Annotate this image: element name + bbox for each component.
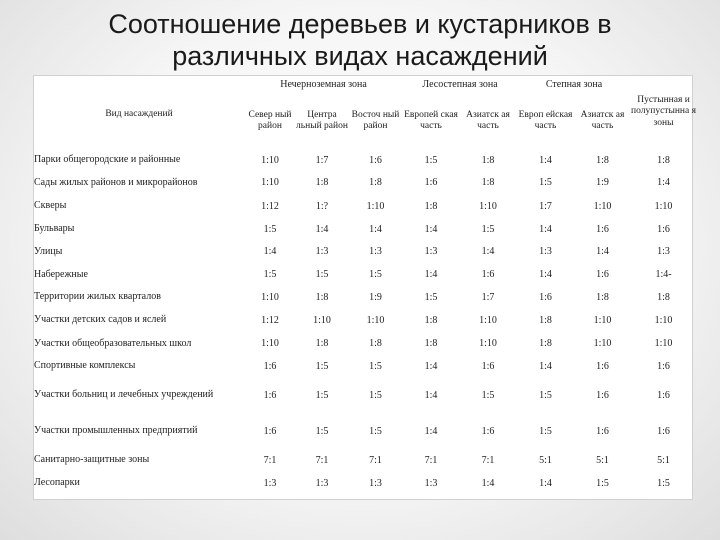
ratio-cell: 1:5 (539, 425, 552, 437)
slide-title (0, 8, 720, 72)
table-row (34, 355, 696, 377)
ratio-cell: 1:4 (424, 389, 438, 401)
ratio-cell: 1:10 (313, 314, 331, 326)
ratio-cell: 1:4 (424, 223, 438, 235)
ratio-cell: 1:10 (261, 291, 279, 303)
table-row (34, 263, 696, 286)
ratio-cell: 1:3 (369, 477, 382, 489)
zone-header-forest-steppe: Лесостепная зона (422, 78, 498, 90)
ratio-cell: 1:5 (315, 389, 329, 401)
row-label: Спортивные комплексы (34, 360, 136, 372)
ratio-cell: 1:8 (315, 338, 329, 349)
ratio-cell: 1:6 (657, 223, 670, 235)
ratio-cell: 1:3 (539, 246, 552, 257)
ratio-cell: 1:3 (315, 246, 329, 257)
ratio-cell: 1:6 (657, 360, 670, 372)
ratio-cell: 1:6 (657, 389, 670, 401)
ratio-cell: 1:8 (539, 314, 552, 326)
column-header: Европ ейская часть (518, 109, 573, 131)
ratio-cell: 1:3 (315, 477, 329, 489)
ratio-cell: 1:4 (369, 223, 382, 235)
table-row (34, 377, 696, 413)
zone-header-row (34, 75, 696, 93)
ratio-cell: 1:8 (369, 177, 382, 188)
ratio-cell: 1:4- (655, 269, 672, 280)
ratio-cell: 1:7 (481, 291, 495, 303)
ratio-cell: 5:1 (539, 454, 552, 466)
ratio-cell: 7:1 (481, 454, 495, 466)
row-label: Участки детских садов и яслей (34, 314, 167, 326)
ratio-cell: 1:10 (593, 200, 612, 212)
ratio-cell: 1:4 (481, 477, 495, 489)
ratio-cell: 1:12 (261, 200, 279, 212)
ratio-cell: 1:5 (481, 223, 495, 235)
ratio-cell: 1:8 (657, 291, 670, 303)
table-row (34, 286, 696, 308)
ratio-cell: 1:10 (261, 338, 279, 349)
ratio-cell: 1:6 (596, 425, 609, 437)
ratio-cell: 1:5 (315, 425, 329, 437)
ratio-cell: 1:5 (481, 389, 495, 401)
ratio-cell: 7:1 (315, 454, 329, 466)
ratio-cell: 1:10 (654, 338, 673, 349)
ratio-cell: 1:4 (539, 477, 552, 489)
ratio-cell: 1:5 (315, 360, 329, 372)
row-label: Участки промышленных предприятий (34, 425, 198, 437)
ratio-cell: 1:5 (539, 389, 552, 401)
ratio-cell: 1:3 (369, 246, 382, 257)
ratio-cell: 1:8 (481, 154, 495, 166)
ratio-cell: 7:1 (263, 454, 277, 466)
ratio-cell: 1:4 (539, 223, 552, 235)
ratio-cell: 1:6 (657, 425, 670, 437)
ratio-cell: 1:5 (424, 291, 438, 303)
ratio-cell: 1:3 (424, 246, 438, 257)
ratio-cell: 5:1 (596, 454, 609, 466)
table-row (34, 218, 696, 240)
ratio-cell: 7:1 (424, 454, 438, 466)
planting-ratio-table (34, 75, 696, 495)
ratio-cell: 1:5 (369, 425, 382, 437)
ratio-cell: 1:10 (654, 314, 673, 326)
column-header: Центра льный район (296, 109, 348, 131)
ratio-cell: 1:3 (263, 477, 277, 489)
ratio-cell: 1:6 (596, 269, 609, 280)
ratio-cell: 1:7 (539, 200, 552, 212)
ratio-cell: 1:10 (654, 200, 673, 212)
ratio-cell: 1:9 (596, 177, 609, 188)
ratio-cell: 1:5 (369, 360, 382, 372)
row-header-label: Вид насаждений (105, 109, 173, 119)
ratio-cell: 1:4 (481, 246, 495, 257)
table-row (34, 194, 696, 218)
ratio-cell: 1:10 (261, 154, 279, 166)
ratio-cell: 1:5 (263, 269, 277, 280)
ratio-cell: 1:8 (539, 338, 552, 349)
ratio-cell: 1:10 (261, 177, 279, 188)
ratio-cell: 1:6 (596, 223, 609, 235)
ratio-cell: 1:12 (261, 314, 279, 326)
row-label: Участки больниц и лечебных учреждений (34, 389, 214, 401)
table-row (34, 413, 696, 449)
ratio-cell: 1:6 (481, 425, 495, 437)
table-row (34, 332, 696, 355)
ratio-cell: 7:1 (369, 454, 382, 466)
ratio-cell: 1:4 (596, 246, 609, 257)
ratio-cell: 1:4 (424, 269, 438, 280)
ratio-cell: 1:6 (539, 291, 552, 303)
column-header-desert: Пустынная и полупустынна я зоны (631, 94, 696, 128)
ratio-cell: 1:8 (424, 200, 438, 212)
row-label: Участки общеобразовательных школ (34, 337, 192, 349)
row-label: Улицы (34, 245, 63, 257)
ratio-cell: 5:1 (657, 454, 670, 466)
ratio-cell: 1:10 (366, 200, 385, 212)
column-header: Азиатск ая часть (580, 109, 625, 131)
ratio-cell: 1:3 (424, 477, 438, 489)
title-line-2: различных видах насаждений (172, 41, 548, 71)
table-row (34, 240, 696, 263)
ratio-cell: 1:10 (593, 338, 612, 349)
row-label: Набережные (34, 268, 88, 280)
table-row (34, 308, 696, 332)
ratio-cell: 1:8 (657, 154, 670, 166)
ratio-cell: 1:10 (479, 314, 497, 326)
ratio-cell: 1:8 (424, 314, 438, 326)
ratio-cell: 1:6 (424, 177, 438, 188)
ratio-cell: 1:8 (596, 154, 609, 166)
column-header: Север ный район (248, 109, 292, 131)
row-label: Скверы (34, 200, 67, 212)
column-header: Европей ская часть (404, 109, 458, 131)
row-label: Санитарно-защитные зоны (34, 454, 150, 466)
ratio-cell: 1:10 (593, 314, 612, 326)
ratio-cell: 1:6 (596, 360, 609, 372)
ratio-cell: 1:4 (657, 177, 670, 188)
table-body (34, 149, 696, 495)
table-row (34, 149, 696, 171)
ratio-cell: 1:6 (481, 360, 495, 372)
row-label: Сады жилых районов и микрорайонов (34, 176, 198, 188)
ratio-cell: 1:8 (424, 338, 438, 349)
ratio-cell: 1:10 (479, 200, 497, 212)
row-label: Территории жилых кварталов (34, 291, 161, 303)
ratio-cell: 1:5 (369, 269, 382, 280)
ratio-cell: 1:8 (369, 338, 382, 349)
ratio-cell: 1:6 (481, 269, 495, 280)
ratio-cell: 1:4 (315, 223, 329, 235)
ratio-cell: 1:6 (263, 425, 277, 437)
ratio-cell: 1:4 (539, 360, 552, 372)
ratio-cell: 1:7 (315, 154, 329, 166)
ratio-cell: 1:6 (263, 360, 277, 372)
ratio-cell: 1:8 (481, 177, 495, 188)
ratio-cell: 1:6 (596, 389, 609, 401)
table-row (34, 471, 696, 495)
ratio-cell: 1:5 (369, 389, 382, 401)
ratio-cell: 1:5 (539, 177, 552, 188)
column-header: Восточ ный район (351, 109, 400, 131)
zone-header-non-chernozem: Нечерноземная зона (280, 78, 367, 90)
ratio-cell: 1:10 (366, 314, 385, 326)
ratio-cell: 1:? (315, 200, 329, 212)
ratio-cell: 1:10 (479, 338, 497, 349)
column-header: Азиатск ая часть (466, 109, 510, 131)
ratio-cell: 1:5 (596, 477, 609, 489)
row-label: Парки общегородские и районные (34, 154, 181, 166)
zone-header-steppe: Степная зона (545, 78, 603, 90)
row-label: Лесопарки (34, 477, 80, 489)
row-label: Бульвары (34, 223, 75, 235)
ratio-cell: 1:4 (424, 425, 438, 437)
ratio-cell: 1:4 (539, 269, 552, 280)
ratio-cell: 1:6 (263, 389, 277, 401)
ratio-cell: 1:8 (315, 177, 329, 188)
ratio-cell: 1:5 (424, 154, 438, 166)
ratio-cell: 1:4 (539, 154, 552, 166)
ratio-cell: 1:6 (369, 154, 382, 166)
table-row (34, 449, 696, 471)
ratio-cell: 1:8 (315, 291, 329, 303)
ratio-cell: 1:4 (424, 360, 438, 372)
ratio-cell: 1:3 (657, 246, 670, 257)
ratio-cell: 1:8 (596, 291, 609, 303)
table-header (34, 75, 696, 149)
title-line-1: Соотношение деревьев и кустарников в (108, 9, 612, 39)
ratio-cell: 1:5 (315, 269, 329, 280)
ratio-cell: 1:4 (263, 246, 277, 257)
ratio-cell: 1:5 (263, 223, 277, 235)
ratio-cell: 1:5 (657, 477, 670, 489)
ratio-cell: 1:9 (369, 291, 382, 303)
table-row (34, 171, 696, 194)
